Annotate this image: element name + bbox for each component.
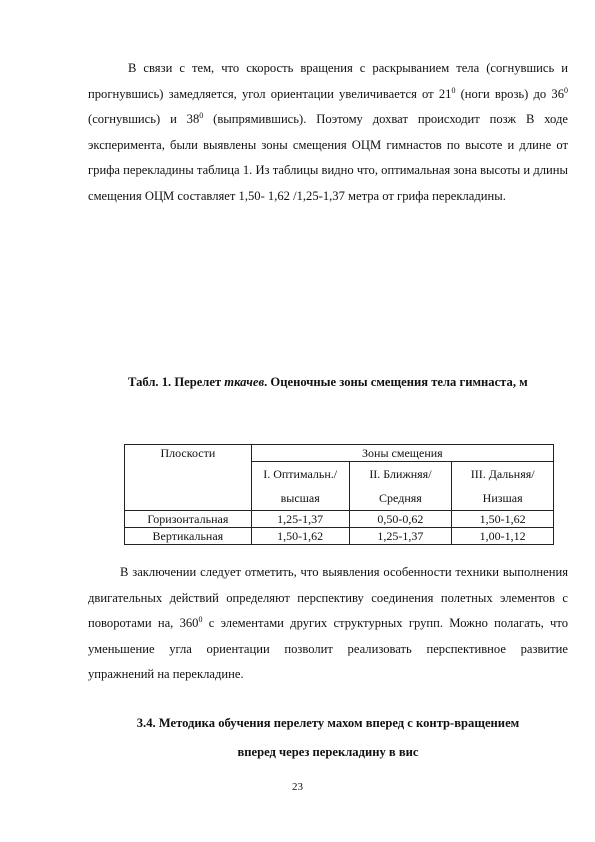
table-cell: 1,25-1,37: [349, 528, 452, 545]
table-cell: 0,50-0,62: [349, 511, 452, 528]
table-cell: 1,25-1,37: [251, 511, 349, 528]
header-zone-3: III. Дальняя/ Низшая: [452, 462, 554, 511]
header-zones: Зоны смещения: [251, 445, 553, 462]
page-number: 23: [292, 781, 303, 793]
table-row: [125, 528, 554, 545]
section-heading-line-2: вперед через перекладину в вис: [237, 745, 419, 759]
table-cell: 1,50-1,62: [452, 511, 554, 528]
table-cell-plane: Горизонтальная: [125, 511, 252, 528]
table-caption: Табл. 1. Перелет ткачев. Оценочные зоны смещения тела гимнаста, м: [128, 375, 528, 389]
header-planes: Плоскости: [125, 445, 252, 511]
table-row: [125, 511, 554, 528]
displacement-zones-table: [124, 444, 554, 545]
table-cell: 1,50-1,62: [251, 528, 349, 545]
body-paragraph-2: В заключении следует отметить, что выявления особенности техники выполнения двигательных действий определяют перспективу соединения полетных элементов с поворотами на, $360^0$ с элементами других структурных групп. Можно полагать, что уменьшение угла ориентации позволит реализовать перспективное развитие упражнений на перекладине.: [88, 565, 568, 682]
header-zone-1: I. Оптимальн./ высшая: [251, 462, 349, 511]
table-cell: 1,00-1,12: [452, 528, 554, 545]
table-cell-plane: Вертикальная: [125, 528, 252, 545]
header-zone-2: II. Ближняя/ Средняя: [349, 462, 452, 511]
section-heading-line-1: 3.4. Методика обучения перелету махом вперед с контр-вращением: [136, 716, 520, 730]
body-paragraph-1: В связи с тем, что скорость вращения с раскрыванием тела (согнувшись и прогнувшись) замедляется, угол ориентации увеличивается от $21^0$ (ноги врозь) до $36^0$ (согнувшись) и $38^0$ (выпрямившись). Поэтому дохват происходит позж В ходе эксперимента, были выявлены зоны смещения ОЦМ гимнастов по высоте и длине от грифа перекладины таблица 1. Из таблицы видно что, оптимальная зона высоты и длины смещения ОЦМ составляет 1,50- 1,62 /1,25-1,37 метра от грифа перекладины.: [88, 61, 568, 203]
